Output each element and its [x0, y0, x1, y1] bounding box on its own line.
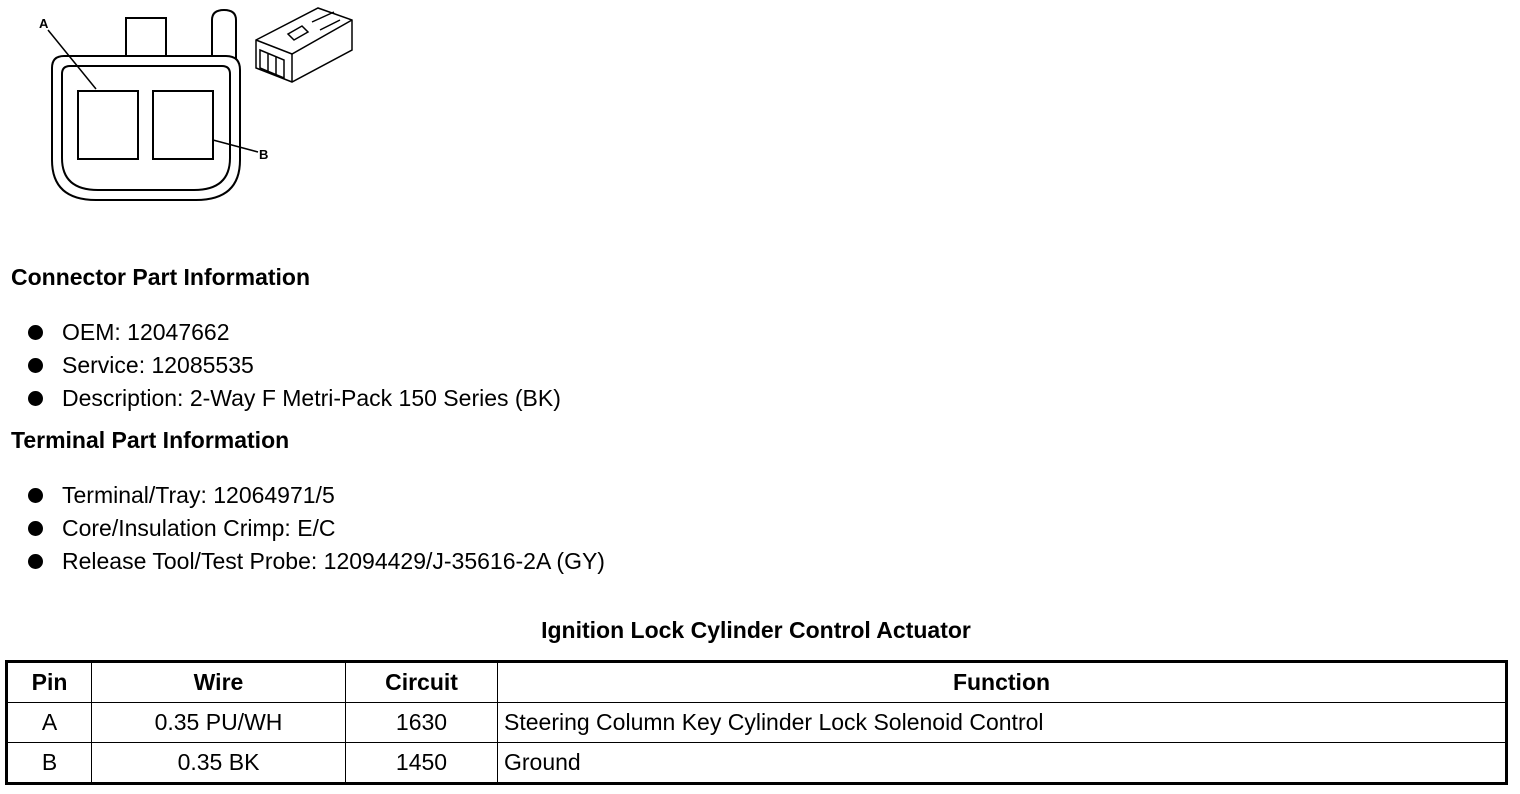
- list-item: [28, 382, 561, 415]
- list-item-text: Terminal/Tray: 12064971/5: [62, 482, 335, 508]
- pin-table: [5, 660, 1508, 785]
- cell-function: Steering Column Key Cylinder Lock Solenoid Control: [498, 703, 1507, 743]
- header-function: Function: [498, 662, 1507, 703]
- cell-circuit: 1450: [346, 743, 498, 784]
- connector-body-outline: [52, 56, 240, 200]
- connector-isometric-icon: [256, 8, 352, 82]
- cell-circuit: 1630: [346, 703, 498, 743]
- list-item-text: Service: 12085535: [62, 352, 254, 378]
- cell-pin: B: [7, 743, 92, 784]
- bullet-icon: [28, 391, 43, 406]
- bullet-icon: [28, 521, 43, 536]
- cell-wire: 0.35 BK: [92, 743, 346, 784]
- list-item-text: Description: 2-Way F Metri-Pack 150 Series (BK): [62, 385, 561, 411]
- list-item: [28, 349, 561, 382]
- connector-part-info-list: [28, 316, 561, 415]
- terminal-part-info-list: [28, 479, 605, 578]
- header-pin: Pin: [7, 662, 92, 703]
- list-item-text: Release Tool/Test Probe: 12094429/J-35616-2A (GY): [62, 548, 605, 574]
- connector-diagram: [0, 0, 380, 215]
- table-header-row: [7, 662, 1507, 703]
- table-row: [7, 743, 1507, 784]
- connector-part-info-heading: Connector Part Information: [11, 264, 311, 290]
- list-item: [28, 512, 605, 545]
- list-item: [28, 479, 605, 512]
- bullet-icon: [28, 325, 43, 340]
- cell-function: Ground: [498, 743, 1507, 784]
- header-wire: Wire: [92, 662, 346, 703]
- cell-wire: 0.35 PU/WH: [92, 703, 346, 743]
- bullet-icon: [28, 554, 43, 569]
- pin-table-title: Ignition Lock Cylinder Control Actuator: [541, 617, 971, 643]
- terminal-part-info-heading: Terminal Part Information: [11, 427, 290, 453]
- connector-latch-tab: [126, 18, 166, 56]
- table-row: [7, 703, 1507, 743]
- list-item: [28, 545, 605, 578]
- cell-pin: A: [7, 703, 92, 743]
- bullet-icon: [28, 358, 43, 373]
- header-circuit: Circuit: [346, 662, 498, 703]
- list-item-text: OEM: 12047662: [62, 319, 230, 345]
- list-item: [28, 316, 561, 349]
- list-item-text: Core/Insulation Crimp: E/C: [62, 515, 336, 541]
- pin-label-b: B: [259, 147, 269, 162]
- bullet-icon: [28, 488, 43, 503]
- pin-label-a: A: [39, 16, 49, 31]
